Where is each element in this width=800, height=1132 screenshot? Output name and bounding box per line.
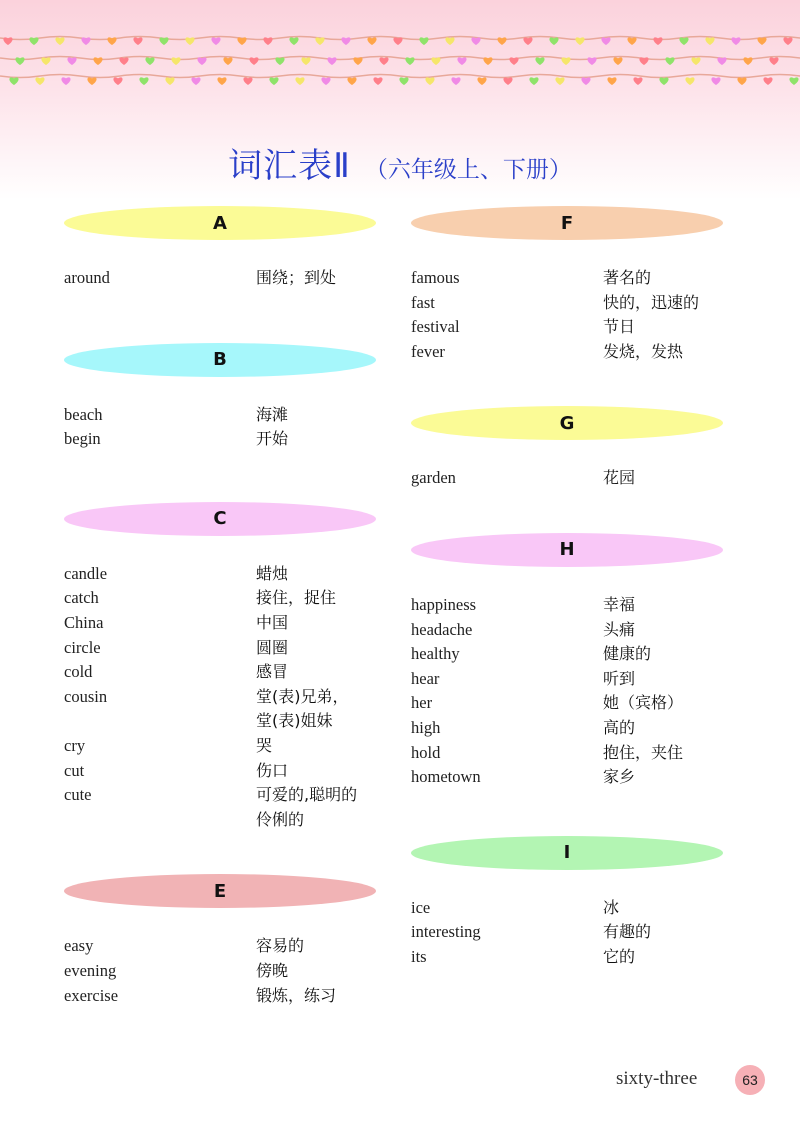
heart-icon <box>419 37 428 45</box>
garland-string <box>0 75 800 78</box>
vocab-entry <box>64 734 376 759</box>
heart-icon <box>107 37 116 45</box>
vocab-entry <box>411 618 723 643</box>
vocab-meaning: 冰 <box>603 897 620 917</box>
heart-icon <box>743 57 752 65</box>
vocab-entry <box>64 934 376 959</box>
vocab-word: cut <box>64 760 85 780</box>
entry-list <box>411 266 723 364</box>
vocab-entry <box>411 466 723 491</box>
vocab-word: interesting <box>411 922 481 942</box>
heart-icon <box>119 57 128 65</box>
vocab-meaning: 节日 <box>603 317 636 337</box>
title-main: 词汇表Ⅱ <box>228 146 351 186</box>
section-letter-h: H <box>411 533 723 567</box>
section-letter-a: A <box>64 206 376 240</box>
heart-icon <box>705 37 714 45</box>
vocab-entry <box>411 945 723 970</box>
vocab-meaning: 蜡烛 <box>256 563 289 583</box>
heart-icon <box>321 77 330 85</box>
heart-icon <box>315 37 324 45</box>
vocab-word: fast <box>411 292 435 312</box>
vocab-meaning: 中国 <box>256 612 289 632</box>
vocab-meaning: 接住，捉住 <box>256 588 337 608</box>
vocab-word: hold <box>411 742 441 762</box>
heart-icon <box>769 57 778 65</box>
heart-icon <box>35 77 44 85</box>
vocab-entry <box>411 741 723 766</box>
heart-icon <box>503 77 512 85</box>
heart-icon <box>41 57 50 65</box>
vocab-word: cute <box>64 785 92 805</box>
vocab-word: catch <box>64 588 99 608</box>
vocab-entry <box>411 667 723 692</box>
vocab-word: garden <box>411 468 456 488</box>
vocab-word: high <box>411 717 441 737</box>
vocab-meaning: 傍晚 <box>256 960 289 980</box>
section-c <box>64 502 376 833</box>
vocab-entry <box>64 984 376 1009</box>
section-letter-i: I <box>411 836 723 870</box>
heart-icon <box>653 37 662 45</box>
vocab-meaning: 幸福 <box>603 594 636 614</box>
heart-icon <box>549 37 558 45</box>
vocab-word: beach <box>64 404 103 424</box>
heart-icon <box>581 77 590 85</box>
heart-icon <box>405 57 414 65</box>
heart-icon <box>55 37 64 45</box>
vocab-meaning: 圆圈 <box>256 637 289 657</box>
page-number-badge: 63 <box>735 1065 765 1095</box>
section-letter-e: E <box>64 874 376 908</box>
heart-icon <box>373 77 382 85</box>
section-letter-b: B <box>64 343 376 377</box>
vocab-word: festival <box>411 317 460 337</box>
heart-icon <box>197 57 206 65</box>
heart-icon <box>451 77 460 85</box>
heart-icon <box>295 77 304 85</box>
heart-icon <box>3 37 12 45</box>
heart-icon <box>61 77 70 85</box>
vocab-word: happiness <box>411 594 477 614</box>
heart-icon <box>347 77 356 85</box>
vocab-word: fever <box>411 341 445 361</box>
heart-icon <box>717 57 726 65</box>
section-h <box>411 533 723 790</box>
vocab-word: around <box>64 268 110 287</box>
vocab-meaning: 高的 <box>603 717 636 737</box>
vocab-meaning: 著名的 <box>603 268 652 287</box>
heart-icon <box>665 57 674 65</box>
heart-icon <box>191 77 200 85</box>
vocab-entry <box>411 291 723 316</box>
vocab-entry <box>64 783 376 832</box>
vocab-meaning: 开始 <box>256 429 289 449</box>
heart-icon <box>639 57 648 65</box>
vocab-meaning: 伤口 <box>256 760 289 780</box>
vocab-meaning: 堂(表)兄弟， 堂(表)姐妹 <box>256 686 349 731</box>
vocab-meaning: 她（宾格） <box>603 693 684 713</box>
heart-icon <box>477 77 486 85</box>
vocab-word: China <box>64 612 104 632</box>
heart-icon <box>607 77 616 85</box>
section-e <box>64 874 376 1008</box>
heart-icon <box>171 57 180 65</box>
heart-icon <box>269 77 278 85</box>
vocab-word: famous <box>411 268 460 287</box>
vocab-word: begin <box>64 429 101 449</box>
heart-icon <box>783 37 792 45</box>
entry-list <box>64 934 376 1008</box>
vocab-word: cold <box>64 662 93 682</box>
vocab-meaning: 花园 <box>603 468 636 488</box>
heart-icon <box>659 77 668 85</box>
heart-icon <box>471 37 480 45</box>
heart-icon <box>87 77 96 85</box>
vocab-entry <box>411 691 723 716</box>
vocab-meaning: 它的 <box>603 946 636 966</box>
heart-icon <box>379 57 388 65</box>
vocab-word: circle <box>64 637 101 657</box>
heart-icon <box>711 77 720 85</box>
heart-icon <box>249 57 258 65</box>
heart-icon <box>243 77 252 85</box>
vocab-meaning: 头痛 <box>603 619 636 639</box>
heart-icon <box>159 37 168 45</box>
vocab-entry <box>411 593 723 618</box>
heart-icon <box>133 37 142 45</box>
heart-icon <box>289 37 298 45</box>
heart-icon <box>535 57 544 65</box>
vocab-entry <box>411 642 723 667</box>
section-f <box>411 206 723 364</box>
heart-icon <box>601 37 610 45</box>
heart-icon <box>223 57 232 65</box>
vocab-meaning: 锻炼，练习 <box>256 985 337 1005</box>
vocab-meaning: 容易的 <box>256 936 305 956</box>
vocab-word: evening <box>64 960 117 980</box>
vocab-meaning: 家乡 <box>603 767 636 787</box>
entry-list <box>64 403 376 452</box>
vocab-entry <box>64 427 376 452</box>
vocab-meaning: 海滩 <box>256 404 289 424</box>
heart-icon <box>67 57 76 65</box>
heart-icon <box>587 57 596 65</box>
heart-icon <box>679 37 688 45</box>
vocab-meaning: 发烧，发热 <box>603 341 684 361</box>
heart-icon <box>685 77 694 85</box>
heart-icon <box>367 37 376 45</box>
heart-icon <box>81 37 90 45</box>
heart-icon <box>633 77 642 85</box>
vocab-entry <box>411 716 723 741</box>
heart-icon <box>575 37 584 45</box>
vocab-meaning: 快的，迅速的 <box>603 292 700 312</box>
heart-icon <box>523 37 532 45</box>
heart-icon <box>555 77 564 85</box>
heart-icon <box>445 37 454 45</box>
left-column <box>64 206 376 1008</box>
heart-icon <box>237 37 246 45</box>
heart-icon <box>185 37 194 45</box>
heart-icon <box>327 57 336 65</box>
heart-icon <box>263 37 272 45</box>
section-a <box>64 206 376 291</box>
heart-icon <box>731 37 740 45</box>
heart-icon <box>737 77 746 85</box>
heart-icon <box>483 57 492 65</box>
heart-icon <box>691 57 700 65</box>
vocab-entry <box>64 403 376 428</box>
page-number-words: sixty-three <box>616 1068 698 1089</box>
entry-list <box>411 593 723 790</box>
heart-icon <box>145 57 154 65</box>
vocab-word: ice <box>411 897 431 917</box>
vocab-meaning: 健康的 <box>603 644 652 664</box>
vocab-entry <box>64 586 376 611</box>
section-b <box>64 343 376 452</box>
vocab-meaning: 听到 <box>603 668 636 688</box>
heart-icon <box>165 77 174 85</box>
vocab-entry <box>64 266 376 291</box>
vocab-entry <box>411 920 723 945</box>
vocab-entry <box>64 611 376 636</box>
vocab-word: healthy <box>411 644 460 664</box>
heart-icon <box>211 37 220 45</box>
vocab-word: easy <box>64 936 94 956</box>
vocab-meaning: 围绕；到处 <box>256 268 337 287</box>
heart-icon <box>399 77 408 85</box>
vocab-word: cry <box>64 735 86 755</box>
heart-icon <box>529 77 538 85</box>
vocab-entry <box>411 340 723 365</box>
heart-icon <box>341 37 350 45</box>
heart-icon <box>497 37 506 45</box>
heart-icon <box>353 57 362 65</box>
heart-icon <box>9 77 18 85</box>
vocab-word: her <box>411 693 433 713</box>
vocab-word: cousin <box>64 686 108 706</box>
page-title <box>0 138 800 187</box>
heart-icon <box>757 37 766 45</box>
vocab-word: headache <box>411 619 473 639</box>
right-column <box>411 206 723 970</box>
heart-icon <box>789 77 798 85</box>
heart-icon <box>457 57 466 65</box>
vocab-word: hometown <box>411 767 481 787</box>
heart-icon <box>509 57 518 65</box>
vocab-entry <box>411 315 723 340</box>
heart-icon <box>15 57 24 65</box>
heart-icon <box>139 77 148 85</box>
vocab-word: candle <box>64 563 108 583</box>
vocab-meaning: 可爱的,聪明的 伶俐的 <box>256 785 358 829</box>
section-letter-c: C <box>64 502 376 536</box>
heart-icon <box>627 37 636 45</box>
vocab-entry <box>64 959 376 984</box>
vocab-meaning: 哭 <box>256 735 273 755</box>
vocab-entry <box>64 660 376 685</box>
vocab-meaning: 抱住，夹住 <box>603 742 684 762</box>
entry-list <box>411 466 723 491</box>
entry-list <box>64 562 376 833</box>
heart-icon <box>613 57 622 65</box>
vocab-entry <box>411 765 723 790</box>
heart-icon <box>93 57 102 65</box>
heart-icon <box>393 37 402 45</box>
vocab-entry <box>64 636 376 661</box>
vocab-entry <box>64 685 376 734</box>
section-letter-g: G <box>411 406 723 440</box>
section-i <box>411 836 723 970</box>
heart-icon <box>217 77 226 85</box>
section-g <box>411 406 723 491</box>
section-letter-f: F <box>411 206 723 240</box>
vocab-entry <box>64 759 376 784</box>
heart-icon <box>431 57 440 65</box>
heart-icon <box>301 57 310 65</box>
title-subtitle: （六年级上、下册） <box>364 157 572 183</box>
vocab-entry <box>411 896 723 921</box>
heart-garland-decoration <box>0 26 800 96</box>
heart-icon <box>113 77 122 85</box>
heart-icon <box>275 57 284 65</box>
heart-icon <box>561 57 570 65</box>
entry-list <box>64 266 376 291</box>
vocab-meaning: 感冒 <box>256 662 289 682</box>
vocab-word: its <box>411 946 427 966</box>
vocab-word: exercise <box>64 985 119 1005</box>
vocab-entry <box>64 562 376 587</box>
heart-icon <box>763 77 772 85</box>
heart-icon <box>425 77 434 85</box>
vocab-meaning: 有趣的 <box>603 922 652 942</box>
heart-icon <box>29 37 38 45</box>
entry-list <box>411 896 723 970</box>
vocab-word: hear <box>411 668 440 688</box>
vocab-entry <box>411 266 723 291</box>
